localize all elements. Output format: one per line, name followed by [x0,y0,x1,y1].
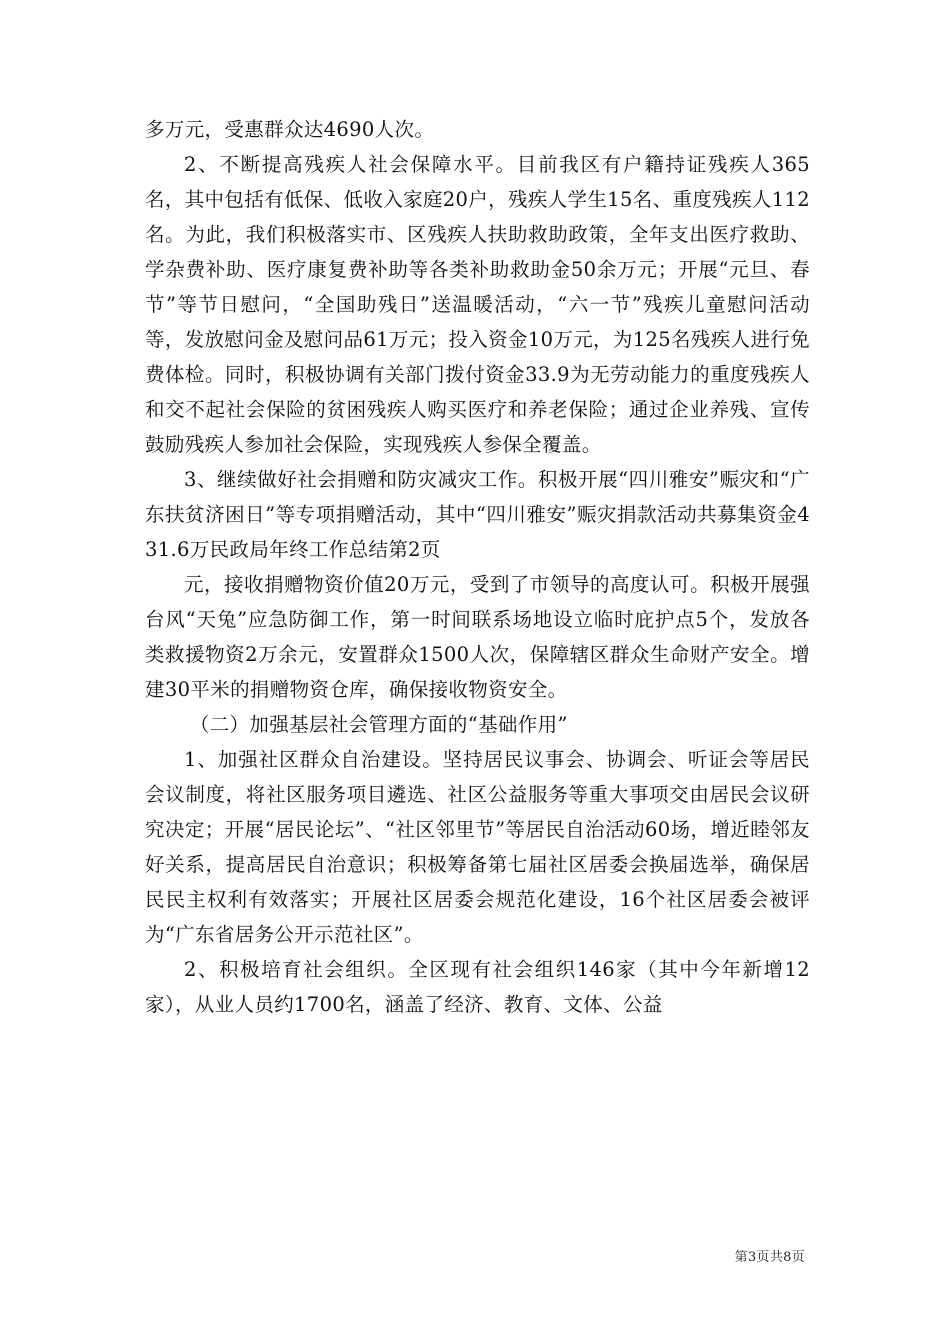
paragraph-donation-continued: 元，接收捐赠物资价值20万元，受到了市领导的高度认可。积极开展强台风“天兔”应急防御工作，第一时间联系场地设立临时庇护点5个，发放各类救援物资2万余元，安置群众1500人次，保障辖区群众生命财产安全。增建30平米的捐赠物资仓库，确保接收物资安全。 [145,573,810,701]
paragraph-continuation: 多万元，受惠群众达4690人次。 [145,118,435,141]
document-body [145,112,810,1022]
page-number-footer: 第3页共8页 [734,1250,805,1265]
paragraph-social-organizations: 2、积极培育社会组织。全区现有社会组织146家（其中今年新增12家），从业人员约1700名，涵盖了经济、教育、文体、公益 [145,958,810,1016]
paragraph-community-autonomy: 1、加强社区群众自治建设。坚持居民议事会、协调会、听证会等居民会议制度，将社区服务项目遴选、社区公益服务等重大事项交由居民会议研究决定；开展“居民论坛”、“社区邻里节”等居民自治活动60场，增近睦邻友好关系，提高居民自治意识；积极筹备第七届社区居委会换届选举，确保居民民主权利有效落实；开展社区居委会规范化建设，16个社区居委会被评为“广东省居务公开示范社区”。 [145,748,810,946]
section-heading-grassroots: （二）加强基层社会管理方面的“基础作用” [189,713,568,736]
paragraph-disability-security: 2、不断提高残疾人社会保障水平。目前我区有户籍持证残疾人365名，其中包括有低保、低收入家庭20户，残疾人学生15名、重度残疾人112名。为此，我们积极落实市、区残疾人扶助救助政策，全年支出医疗救助、学杂费补助、医疗康复费补助等各类补助救助金50余万元；开展“元旦、春节”等节日慰问，“全国助残日”送温暖活动，“六一节”残疾儿童慰问活动等，发放慰问金及慰问品61万元；投入资金10万元，为125名残疾人进行免费体检。同时，积极协调有关部门拨付资金33.9为无劳动能力的重度残疾人和交不起社会保险的贫困残疾人购买医疗和养老保险；通过企业养残、宣传鼓励残疾人参加社会保险，实现残疾人参保全覆盖。 [145,153,810,456]
paragraph-donation-disaster: 3、继续做好社会捐赠和防灾减灾工作。积极开展“四川雅安”赈灾和“广东扶贫济困日”等专项捐赠活动，其中“四川雅安”赈灾捐款活动共募集资金431.6万民政局年终工作总结第2页 [145,468,810,561]
